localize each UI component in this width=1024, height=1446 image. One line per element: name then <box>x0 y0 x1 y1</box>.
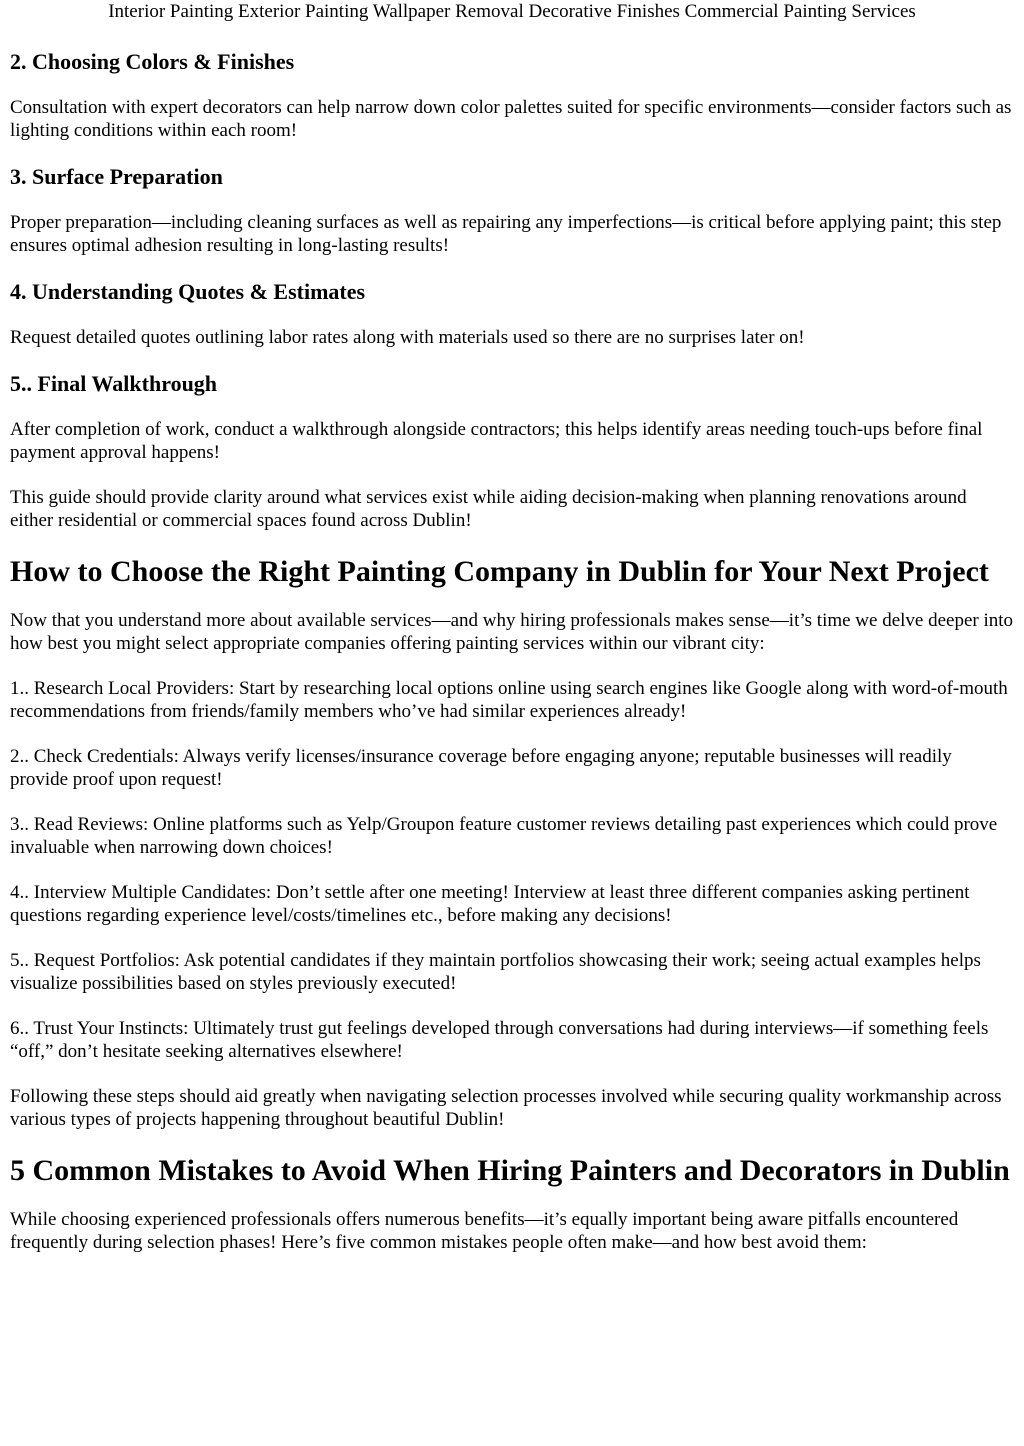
common-mistakes-intro: While choosing experienced professionals offers numerous benefits—it’s equally important being aware pitfalls encountered frequently during selection phases! Here’s five common mistakes people often make—and how best avoid them: <box>10 1209 959 1253</box>
nav-link-decorative-finishes[interactable]: Decorative Finishes <box>528 1 680 22</box>
top-navigation <box>10 0 1014 23</box>
section-body-surface-preparation: Proper preparation—including cleaning surfaces as well as repairing any imperfections—is critical before applying paint; this step ensures optimal adhesion resulting in long-lasting results! <box>10 212 1002 256</box>
nav-link-commercial-painting-services[interactable]: Commercial Painting Services <box>684 1 916 22</box>
nav-link-exterior-painting[interactable]: Exterior Painting <box>238 1 369 22</box>
common-mistakes-heading: 5 Common Mistakes to Avoid When Hiring Painters and Decorators in Dublin <box>10 1154 1010 1187</box>
step-read-reviews: 3.. Read Reviews: Online platforms such as Yelp/Groupon feature customer reviews detailing past experiences which could prove invaluable when narrowing down choices! <box>10 814 998 858</box>
nav-link-interior-painting[interactable]: Interior Painting <box>108 1 234 22</box>
section-heading-colors-finishes: 2. Choosing Colors & Finishes <box>10 49 295 74</box>
step-interview-candidates: 4.. Interview Multiple Candidates: Don’t settle after one meeting! Interview at least three different companies asking pertinent questions regarding experience level/costs/timelines etc., before making any decisions! <box>10 882 970 926</box>
section-heading-quotes-estimates: 4. Understanding Quotes & Estimates <box>10 279 366 304</box>
section-body-colors-finishes: Consultation with expert decorators can help narrow down color palettes suited for specific environments—consider factors such as lighting conditions within each room! <box>10 97 1012 141</box>
choose-company-intro: Now that you understand more about available services—and why hiring professionals makes sense—it’s time we delve deeper into how best you might select appropriate companies offering painting services within our vibrant city: <box>10 610 1014 654</box>
section-heading-final-walkthrough: 5.. Final Walkthrough <box>10 371 218 396</box>
choose-company-closing: Following these steps should aid greatly when navigating selection processes involved while securing quality workmanship across various types of projects happening throughout beautiful Dublin! <box>10 1086 1002 1130</box>
section-body-quotes-estimates: Request detailed quotes outlining labor rates along with materials used so there are no surprises later on! <box>10 327 805 348</box>
guide-closing-paragraph: This guide should provide clarity around what services exist while aiding decision-making when planning renovations around either residential or commercial spaces found across Dublin! <box>10 487 967 531</box>
step-request-portfolios: 5.. Request Portfolios: Ask potential candidates if they maintain portfolios showcasing their work; seeing actual examples helps visualize possibilities based on styles previously executed! <box>10 950 981 994</box>
section-heading-surface-preparation: 3. Surface Preparation <box>10 164 223 189</box>
choose-company-heading: How to Choose the Right Painting Company in Dublin for Your Next Project <box>10 555 989 588</box>
nav-link-wallpaper-removal[interactable]: Wallpaper Removal <box>372 1 524 22</box>
step-research-local-providers: 1.. Research Local Providers: Start by researching local options online using search engines like Google along with word-of-mouth recommendations from friends/family members who’ve had similar experiences already! <box>10 678 1008 722</box>
step-check-credentials: 2.. Check Credentials: Always verify licenses/insurance coverage before engaging anyone; reputable businesses will readily provide proof upon request! <box>10 746 952 790</box>
step-trust-instincts: 6.. Trust Your Instincts: Ultimately trust gut feelings developed through conversations had during interviews—if something feels “off,” don’t hesitate seeking alternatives elsewhere! <box>10 1018 989 1062</box>
section-body-final-walkthrough: After completion of work, conduct a walkthrough alongside contractors; this helps identify areas needing touch-ups before final payment approval happens! <box>10 419 983 463</box>
